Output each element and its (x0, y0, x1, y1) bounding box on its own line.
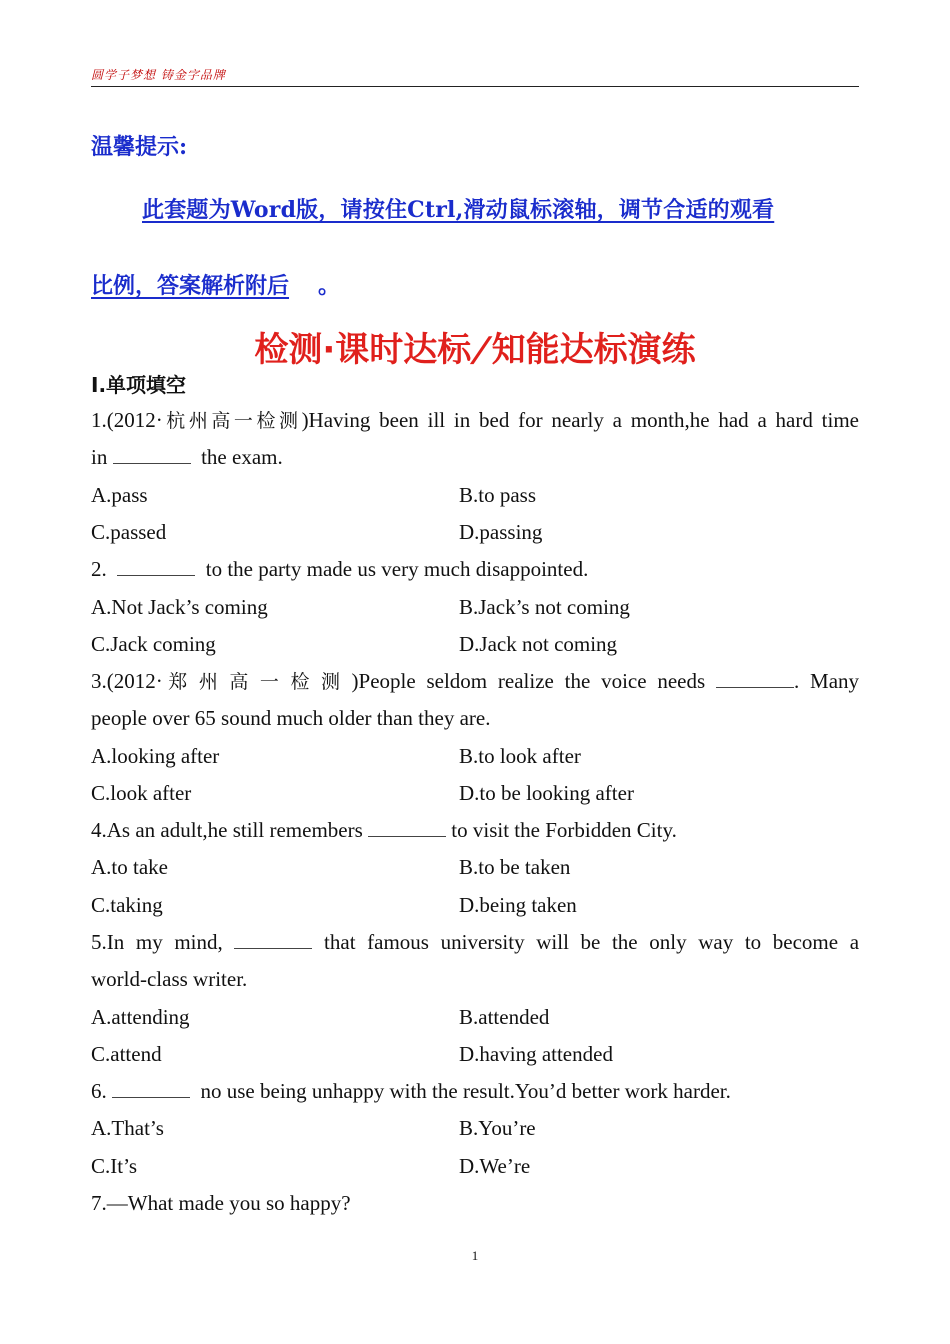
main-title-slash: / (467, 330, 495, 370)
question-4-option-d: D.being taken (459, 893, 577, 917)
tip-text-line-2: 比例，答案解析附后 (91, 273, 290, 299)
question-4-option-c: C.taking (91, 893, 163, 917)
answer-blank (368, 818, 446, 837)
question-1-option-d: D.passing (459, 520, 543, 544)
question-1-line-1: 1.(2012·杭州高一检测)Having been ill in bed for nearly a month,he had a hard time (91, 408, 859, 432)
main-title-right: 知能达标演练 (491, 330, 696, 370)
main-title-left: 检测·课时达标 (254, 330, 472, 370)
main-title (0, 322, 950, 371)
question-5-line-1: 5.In my mind, that famous university will be the only way to become a (91, 930, 860, 954)
question-6-line-1: 6. no use being unhappy with the result.You’d better work harder. (91, 1079, 731, 1103)
question-6-option-c: C.It’s (91, 1154, 138, 1178)
tip-period: 。 (318, 273, 341, 299)
question-2-option-b: B.Jack’s not coming (459, 595, 630, 619)
question-2-option-a: A.Not Jack’s coming (91, 595, 268, 619)
answer-blank (117, 557, 195, 576)
question-3-option-d: D.to be looking after (459, 781, 634, 805)
question-2-option-c: C.Jack coming (91, 632, 216, 656)
question-3-option-c: C.look after (91, 781, 192, 805)
question-5-line-2: world-class writer. (91, 967, 248, 991)
question-7-line-1: 7.—What made you so happy? (91, 1191, 351, 1215)
question-4-option-a: A.to take (91, 855, 168, 879)
question-6-option-d: D.We’re (459, 1154, 531, 1178)
question-6-option-a: A.That’s (91, 1116, 164, 1140)
question-1-option-b: B.to pass (459, 483, 537, 507)
question-5-option-d: D.having attended (459, 1042, 613, 1066)
header-slogan: 圆学子梦想 铸金字品牌 (91, 68, 226, 82)
question-1-option-c: C.passed (91, 520, 167, 544)
question-3-line-1: 3.(2012·郑州高一检测)People seldom realize the voice needs . Many (91, 669, 860, 693)
question-1-line-2: in the exam. (91, 445, 283, 469)
question-3-option-a: A.looking after (91, 744, 220, 768)
answer-blank (716, 669, 794, 688)
question-5-option-b: B.attended (459, 1005, 550, 1029)
question-4-option-b: B.to be taken (459, 855, 571, 879)
question-3-line-2: people over 65 sound much older than they are. (91, 706, 491, 730)
question-6-option-b: B.You’re (459, 1116, 536, 1140)
section-heading: Ⅰ.单项填空 (91, 373, 187, 397)
page-header (91, 66, 859, 87)
question-4-line-1: 4.As an adult,he still remembers to visit the Forbidden City. (91, 818, 677, 842)
question-2-line-1: 2. to the party made us very much disappointed. (91, 557, 589, 581)
page-number: 1 (471, 1248, 479, 1263)
answer-blank (112, 1079, 190, 1098)
question-1-option-a: A.pass (91, 483, 148, 507)
tip-text-line-1: 此套题为Word版，请按住Ctrl,滑动鼠标滚轴，调节合适的观看 (142, 197, 775, 223)
question-5-option-c: C.attend (91, 1042, 162, 1066)
answer-blank (113, 445, 191, 464)
question-5-option-a: A.attending (91, 1005, 190, 1029)
question-3-option-b: B.to look after (459, 744, 581, 768)
tip-title: 温馨提示: (91, 134, 188, 160)
question-2-option-d: D.Jack not coming (459, 632, 618, 656)
answer-blank (234, 930, 312, 949)
